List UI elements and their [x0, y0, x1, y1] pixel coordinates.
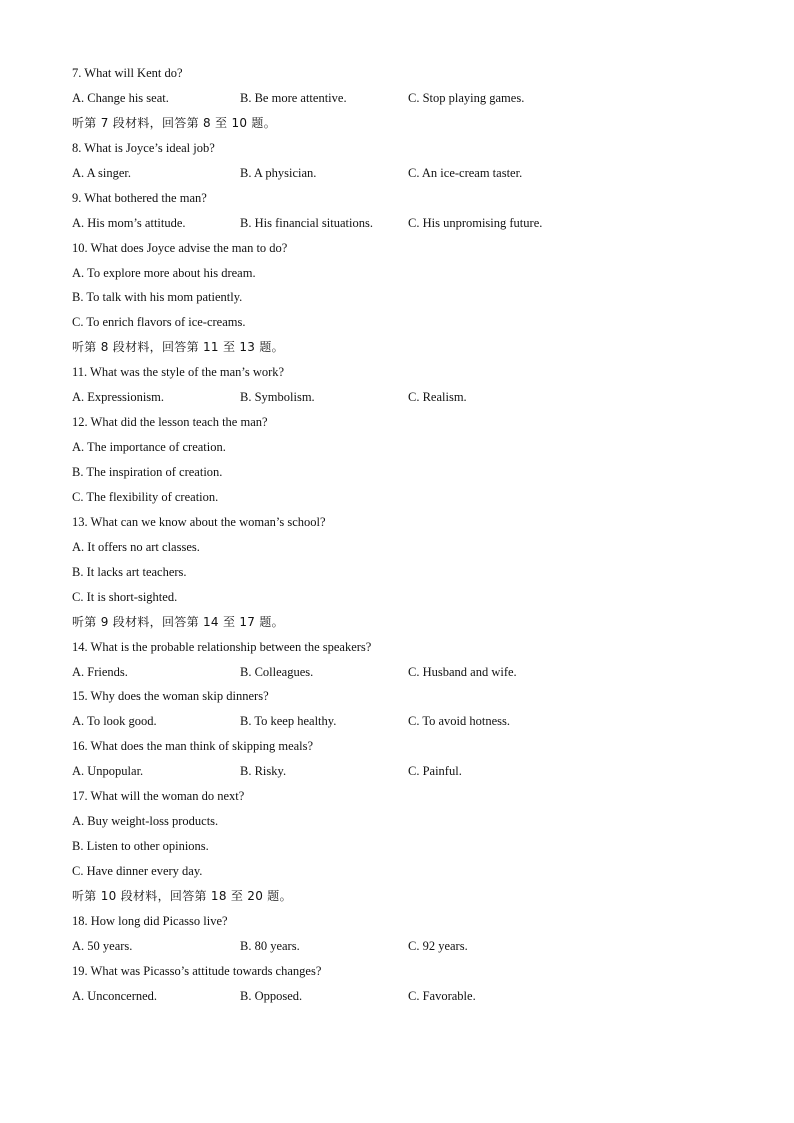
answer-option: B. Risky. — [240, 764, 287, 779]
option-row — [72, 211, 732, 236]
question-line: 19. What was Picasso’s attitude towards changes? — [72, 963, 322, 978]
section-instruction: 听第 9 段材料，回答第 14 至 17 题。 — [72, 614, 284, 629]
question-line: 17. What will the woman do next? — [72, 789, 245, 804]
answer-option: A. Expressionism. — [72, 390, 165, 405]
answer-option: B. To keep healthy. — [240, 714, 337, 729]
question-line: 8. What is Joyce’s ideal job? — [72, 140, 215, 155]
answer-option: C. Realism. — [408, 390, 467, 405]
question-line: A. Buy weight-loss products. — [72, 814, 219, 829]
answer-option: B. His financial situations. — [240, 215, 373, 230]
answer-option: A. 50 years. — [72, 938, 133, 953]
answer-option: B. Be more attentive. — [240, 90, 347, 105]
question-line: A. The importance of creation. — [72, 440, 226, 455]
option-row — [72, 934, 732, 959]
answer-option: B. 80 years. — [240, 938, 300, 953]
question-line: C. It is short-sighted. — [72, 589, 178, 604]
question-line: C. The flexibility of creation. — [72, 489, 219, 504]
question-line: 7. What will Kent do? — [72, 66, 183, 80]
answer-option: C. To avoid hotness. — [408, 714, 511, 729]
question-line: 18. How long did Picasso live? — [72, 913, 228, 928]
answer-option: B. A physician. — [240, 165, 317, 180]
section-instruction: 听第 8 段材料，回答第 11 至 13 题。 — [72, 340, 284, 355]
option-row — [72, 759, 732, 784]
question-line: 15. Why does the woman skip dinners? — [72, 689, 269, 704]
question-line: B. Listen to other opinions. — [72, 839, 209, 854]
question-line: 14. What is the probable relationship between the speakers? — [72, 639, 372, 654]
answer-option: A. His mom’s attitude. — [72, 215, 186, 230]
answer-option: C. Stop playing games. — [408, 90, 525, 105]
question-line: B. To talk with his mom patiently. — [72, 290, 243, 305]
answer-option: C. Favorable. — [408, 988, 476, 1003]
question-line: 11. What was the style of the man’s work? — [72, 365, 285, 380]
question-line: 16. What does the man think of skipping meals? — [72, 739, 314, 754]
exam-page — [72, 61, 732, 1009]
option-row — [72, 709, 732, 734]
answer-option: C. His unpromising future. — [408, 215, 543, 230]
question-line: 9. What bothered the man? — [72, 190, 207, 205]
answer-option: C. 92 years. — [408, 938, 468, 953]
section-instruction: 听第 7 段材料，回答第 8 至 10 题。 — [72, 115, 277, 130]
answer-option: A. Unconcerned. — [72, 988, 158, 1003]
answer-option: A. Friends. — [72, 664, 128, 679]
option-row — [72, 161, 732, 186]
question-line: 12. What did the lesson teach the man? — [72, 415, 268, 430]
section-instruction: 听第 10 段材料，回答第 18 至 20 题。 — [72, 888, 292, 903]
answer-option: A. A singer. — [72, 165, 132, 180]
answer-option: A. Unpopular. — [72, 764, 144, 779]
answer-option: B. Colleagues. — [240, 664, 314, 679]
question-line: B. It lacks art teachers. — [72, 564, 187, 579]
answer-option: C. An ice-cream taster. — [408, 165, 523, 180]
option-row — [72, 660, 732, 685]
question-line: C. Have dinner every day. — [72, 864, 203, 878]
question-line: 10. What does Joyce advise the man to do? — [72, 240, 288, 255]
question-line: A. To explore more about his dream. — [72, 265, 256, 280]
option-row — [72, 984, 732, 1009]
option-row — [72, 385, 732, 410]
answer-option: C. Painful. — [408, 764, 462, 779]
option-row — [72, 86, 732, 111]
answer-option: C. Husband and wife. — [408, 664, 517, 679]
answer-option: B. Symbolism. — [240, 390, 315, 405]
answer-option: A. Change his seat. — [72, 90, 169, 105]
question-line: A. It offers no art classes. — [72, 539, 200, 554]
question-line: B. The inspiration of creation. — [72, 465, 223, 479]
question-line: C. To enrich flavors of ice-creams. — [72, 315, 246, 330]
question-line: 13. What can we know about the woman’s school? — [72, 514, 326, 529]
answer-option: A. To look good. — [72, 714, 157, 729]
answer-option: B. Opposed. — [240, 988, 303, 1003]
